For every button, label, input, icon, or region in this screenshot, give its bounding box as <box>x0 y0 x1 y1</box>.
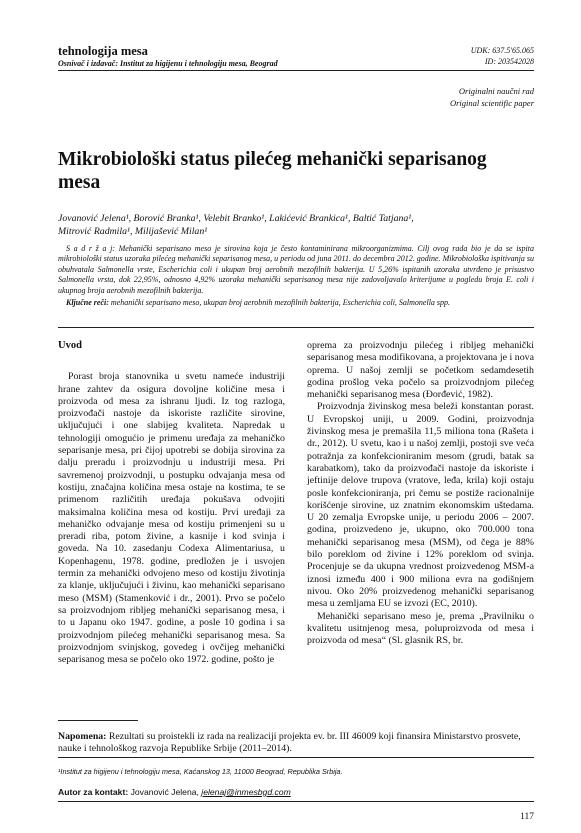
body-column-right <box>307 340 534 647</box>
contact-label: Autor za kontakt: <box>58 787 129 797</box>
document-id: ID: 203542028 <box>484 57 534 66</box>
paragraph: oprema za proizvodnju pilećeg i ribljeg mehanički separisanog mesa modifikovana, a projektovana je i nova oprema. U našoj zemlji se početkom sedamdesetih godina prošlog veka počelo sa proizvodnjom pilećeg mehanički separisanog mesa (Đorđević, 1982). <box>307 340 534 401</box>
authors-line-1: Jovanović Jelena¹, Borović Branka¹, Velebit Branko¹, Lakićević Brankica¹, Baltić Tatjana¹, <box>58 213 414 224</box>
paragraph: Proizvodnja živinskog mesa beleži konstantan porast. U Evropskoj uniji, u 2009. Godini, proizvodnja živinskog mesa je premašila 11,5 miliona tona (Rašeta i dr., 2012). U svetu, kao i u našoj zemlji, postoji sve veća potražnja za konfekcioniranim mesom (grudi, batak sa karabatkom), tako da proizvođači nastoje da iskoriste i jeftinije delove trupova (vratove, leđa, krila) koji ostaju posle konfekcioniranja, pri čemu se postiže racionalnije korišćenje sirovine, uz znatnim ekonomskim uštedama. U 20 zemalja Evropske unije, u periodu 2006 – 2007. godina, proizvedeno je, ukupno, oko 700.000 tona mehanički separisanog mesa (MSM), od čega je 88% bilo poreklom od živine i 12% poreklom od svinja. Procenjuje se da ukupna vrednost proizvedenog MSM-a iznosi između 400 i 900 miliona evra na godišnjem nivou. Oko 20% proizvedenog mehanički separisanog mesa u zemljama EU se izvozi (EC, 2010). <box>307 401 534 610</box>
footnote-rule <box>58 720 138 721</box>
keywords <box>58 298 534 308</box>
footer-rule <box>58 801 534 802</box>
note-text: Rezultati su proistekli iz rada na realizaciji projekta ev. br. III 46009 koji finansira Ministarstvo prosvete, nauke i tehnološkog razvoja Republike Srbije (2011–2014). <box>58 731 521 755</box>
header-rule <box>58 70 534 71</box>
keywords-label: Ključne reči: <box>66 298 109 307</box>
paper-title: Mikrobiološki status pilećeg mehanički separisanog mesa <box>58 149 487 193</box>
paragraph: Mehanički separisano meso je, prema „Pravilniku o kvalitetu usitnjenog mesa, poluproizvoda od mesa i proizvoda od mesa“ (Sl. glasnik RS, br. <box>307 610 534 647</box>
abstract: S a d r ž a j: Mehanički separisano meso je sirovina koja je često kontaminirana mikroorganizmima. Cilj ovog rada bio je da se ispita mikrobiološki status uzoraka pilećeg mehanički separisanog mesa, u periodu od juna 2011. do decembra 2012. godine. Mikrobiološka ispitivanja su obuhvatala Salmonella vrste, Escherichia coli i ukupan broj aerobnih mezofilnih bakterija. U 5,26% ispitanih uzoraka utvrđeno je prisustvo Salmonella vrsta, dok 22,95%, odnosno 4,92% uzoraka mehanički separisanog mesa nije zadovoljavalo kriterijume u pogledu broja E. coli i ukupnog broja aerobnih mezofilnih bakterija. <box>58 244 534 295</box>
author-list <box>58 212 534 238</box>
journal-publisher: Osnivač i izdavač: Institut za higijenu i tehnologiju mesa, Beograd <box>58 59 278 68</box>
paper-type <box>450 85 534 109</box>
abstract-rule <box>58 327 534 328</box>
paper-type-english: Original scientific paper <box>449 98 534 108</box>
udk-block <box>471 45 534 67</box>
udk-code: UDK: 637.5'65.065 <box>470 46 534 55</box>
contact-name: Jovanović Jelena, <box>128 787 202 797</box>
paragraph: Porast broja stanovnika u svetu nameće industriji hrane zahtev da osigura dovoljne količine mesa i proizvoda od mesa za ishranu ljudi. Iz tog razloga, proizvođači nastoje da iskoriste različite sirovine, uključujući i one slabijeg kvaliteta. Napredak u tehnologiji omogućio je primenu uređaja za mehaničko separisanje mesa, pri čijoj upotrebi se dobija sirovina za dalju preradu i proizvodnju u industriji mesa. Pri savremenoj proizvodnji, u postupku odvajanja mesa od kostiju, značajna količina mesa ostaje na kostima, te se primenom različitih uređaja pokušava odvojiti maksimalna količina mesa od kostiju. Prvi uređaji za mehaničko odvajanje mesa od kostiju primenjeni su u preradi riba, potom živine, a kasnije i kod svinja i goveda. Na 10. zasedanju Codexa Alimentariusa, u Kopenhagenu, 1978. godine, predložen je i usvojen termin za mehanički odvojeno meso od kostiju životinja za klanje, uključujući i živinu, kao mehanički separisano meso (MSM) (Stamenković i dr., 2001). Prvo se počelo sa proizvodnjom ribljeg mehanički separisanog mesa, i to u Japanu oko 1947. godine, a posle 10 godina i sa proizvodnjom pilećeg mehanički separisanog mesa. Sa proizvodnjom svinjskog, govedeg i ovčijeg mehanički separisanog mesa se počelo oko 1972. godine, pošto je <box>58 371 285 666</box>
keywords-text: mehanički separisano meso, ukupan broj aerobnih mezofilnih bakterija, Escherichia coli, Salmonella spp. <box>108 298 451 307</box>
journal-name: tehnologija mesa <box>58 44 148 58</box>
note-label: Napomena: <box>58 731 107 742</box>
author-affiliation: ¹Institut za higijenu i tehnologiju mesa, Kaćanskog 13, 11000 Beograd, Republika Srbija. <box>58 767 343 776</box>
paper-type-local: Originalni naučni rad <box>458 86 534 96</box>
authors-line-2: Mitrović Radmila¹, Milijašević Milan¹ <box>58 226 208 237</box>
contact-email-link[interactable]: jelenaj@inmesbgd.com <box>201 787 291 797</box>
section-heading-uvod: Uvod <box>58 340 82 351</box>
funding-note <box>58 731 534 756</box>
page-number: 117 <box>520 812 534 822</box>
body-column-left <box>58 340 285 666</box>
contact-author <box>58 787 534 797</box>
note-rule <box>58 757 534 758</box>
